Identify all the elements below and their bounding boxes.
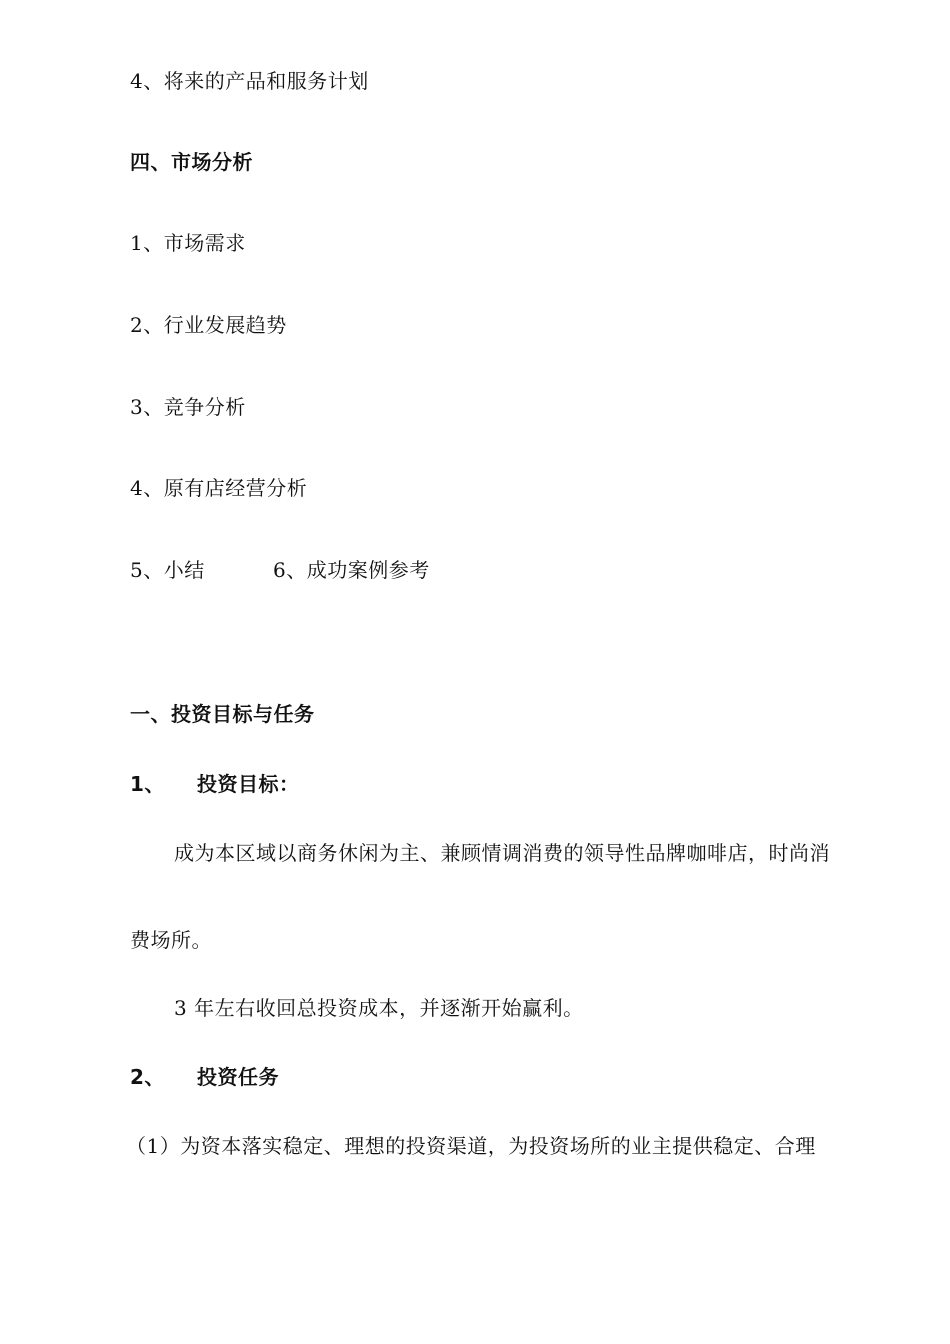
task-item-1: （1）为资本落实稳定、理想的投资渠道，为投资场所的业主提供稳定、合理 <box>126 1134 816 1158</box>
outline-item-industry-trend: 2、行业发展趋势 <box>130 313 287 337</box>
task-number: 2、 <box>130 1065 165 1089</box>
outline-item-summary: 5、小结 <box>130 558 205 582</box>
payback-text: 3 年左右收回总投资成本，并逐渐开始赢利。 <box>174 996 584 1020</box>
outline-item-existing-store: 4、原有店经营分析 <box>130 476 308 500</box>
outline-item-case-reference: 6、成功案例参考 <box>273 558 430 582</box>
task-title: 投资任务 <box>197 1065 279 1089</box>
goal-title: 投资目标： <box>197 772 300 796</box>
section-heading-market-analysis: 四、市场分析 <box>130 150 253 174</box>
section-heading-investment: 一、投资目标与任务 <box>130 702 315 726</box>
goal-paragraph-line2: 费场所。 <box>130 928 212 952</box>
outline-item-market-demand: 1、市场需求 <box>130 231 246 255</box>
goal-number: 1、 <box>130 772 165 796</box>
outline-item-future-plan: 4、将来的产品和服务计划 <box>130 69 369 93</box>
goal-paragraph-line1: 成为本区域以商务休闲为主、兼顾情调消费的领导性品牌咖啡店，时尚消 <box>174 841 830 865</box>
outline-item-competition: 3、竞争分析 <box>130 395 246 419</box>
